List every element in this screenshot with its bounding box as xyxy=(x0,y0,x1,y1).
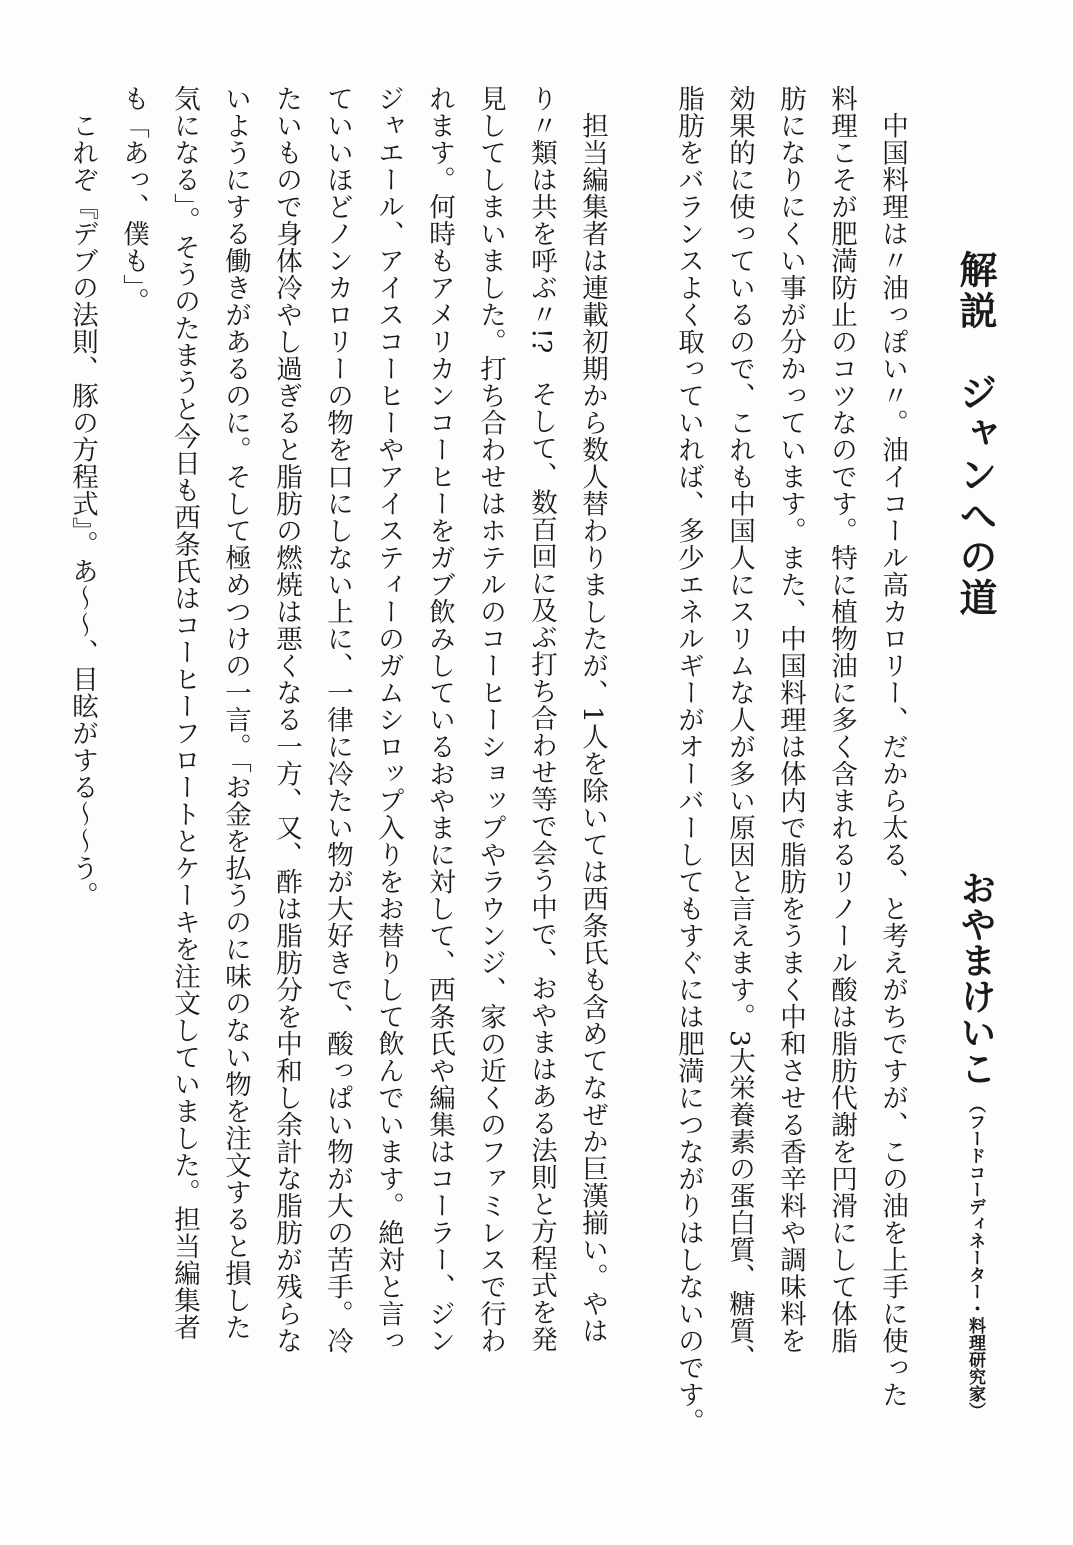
text-column: ていいほどノンカロリーの物を口にしない上に、一律に冷たい物が大好きで、酸っぱい物が大の苦手。冷 xyxy=(322,85,353,1354)
author-role: （フードコーディネーター・料理研究家） xyxy=(965,1096,985,1419)
text-column: 気になる」。そうのたまうと今日も西条氏はコーヒーフロートとケーキを注文していました。担当編集者 xyxy=(169,85,200,1341)
author-byline xyxy=(950,870,1001,1419)
section-1-text xyxy=(663,85,918,1485)
text-column: 料理こそが肥満防止のコツなのです。特に植物油に多く含まれるリノール酸は脂肪代謝を円滑にして体脂 xyxy=(826,85,857,1354)
text-column: たいもので身体冷やし過ぎると脂肪の燃焼は悪くなる一方、又、酢は脂肪分を中和し余計な脂肪が残らな xyxy=(271,85,302,1354)
text-column: 肪になりにくい事が分かっています。また、中国料理は体内で脂肪をうまく中和させる香辛料や調味料を xyxy=(775,85,806,1354)
text-column: 脂肪をバランスよく取っていれば、多少エネルギーがオーバーしてもすぐには肥満につながりはしないのです。 xyxy=(673,85,704,1435)
text-column: いようにする働きがあるのに。そして極めつけの一言。「お金を払うのに味のない物を注文すると損した xyxy=(220,85,251,1341)
author-name: おやまけいこ xyxy=(955,870,996,1086)
section-2-text xyxy=(57,85,618,1485)
text-column: これぞ『デブの法則、豚の方程式』。あ〜〜、目眩がする〜〜う。 xyxy=(67,85,98,909)
text-column: 見してしまいました。打ち合わせはホテルのコーヒーショップやラウンジ、家の近くのファミレスで行わ xyxy=(475,85,506,1354)
text-column: り〃類は共を呼ぶ〃!? そして、数百回に及ぶ打ち合わせ等で会う中で、おやまはある法則と方程式を発 xyxy=(526,85,557,1353)
text-column: ジャエール、アイスコーヒーやアイスティーのガムシロップ入りをお替りして飲んでいます。絶対と言っ xyxy=(373,85,404,1354)
article-title: 解説 ジャンへの道 xyxy=(953,250,997,619)
text-column: 担当編集者は連載初期から数人替わりましたが、1人を除いては西条氏も含めてなぜか巨漢揃い。やは xyxy=(577,85,608,1345)
text-column: れます。何時もアメリカンコーヒーをガブ飲みしているおやまに対して、西条氏や編集はコーラー、ジン xyxy=(424,85,455,1354)
text-column: 中国料理は〃油っぽい〃。油イコール高カロリー、だから太る、と考えがちですが、この油を上手に使った xyxy=(877,85,908,1408)
text-column: 効果的に使っているので、これも中国人にスリムな人が多い原因と言えます。3大栄養素の蛋白質、糖質、 xyxy=(724,85,755,1372)
text-column: も「あっ、僕も」。 xyxy=(118,85,149,315)
